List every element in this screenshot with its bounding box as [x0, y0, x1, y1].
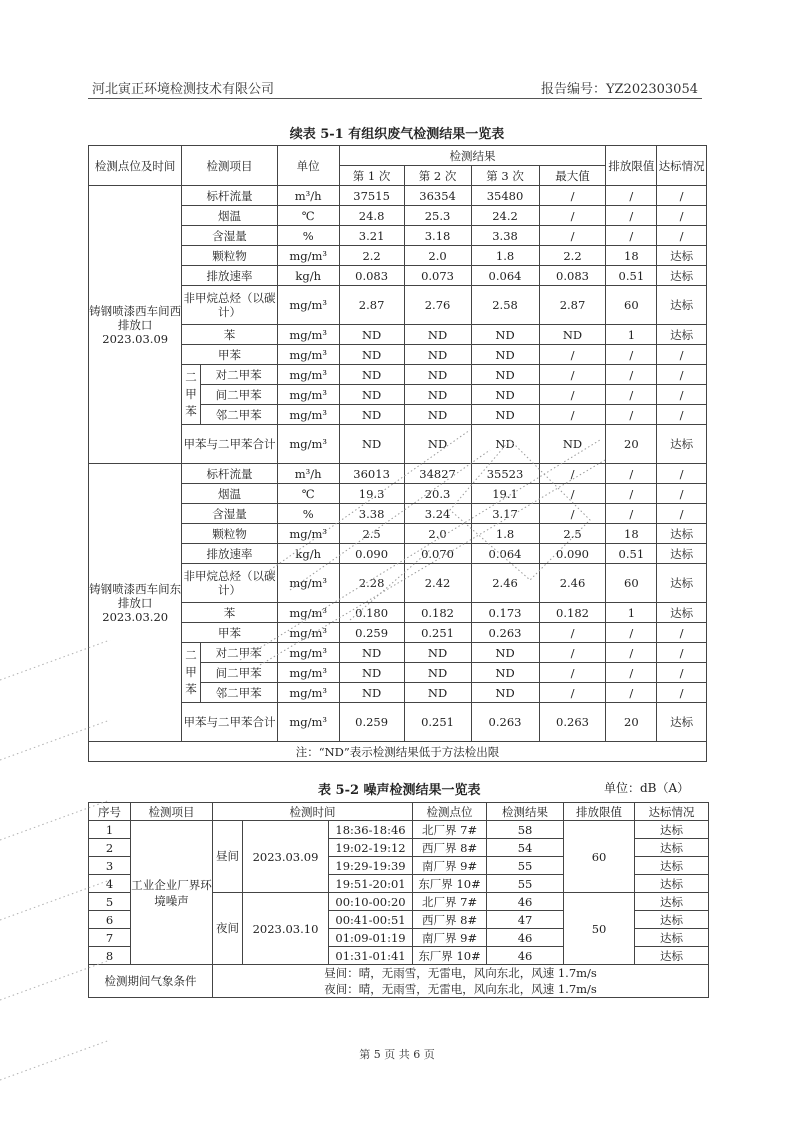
head-unit: 单位: [277, 146, 339, 186]
table-note: 注：“ND”表示检测结果低于方法检出限: [89, 742, 707, 762]
item-name: 甲苯: [182, 345, 277, 365]
cell-r1: ND: [339, 643, 404, 663]
cell-r2: 2.0: [404, 246, 471, 266]
item-name: 对二甲苯: [200, 643, 277, 663]
cell-max: /: [539, 405, 606, 425]
cell-result: 46: [487, 947, 564, 965]
head-second: 第 2 次: [404, 166, 471, 186]
cell-max: 2.5: [539, 524, 606, 544]
cell-r2: 34827: [404, 464, 471, 484]
cell-status: 达标: [635, 893, 709, 911]
head-status: 达标情况: [635, 803, 709, 821]
cell-r2: ND: [404, 385, 471, 405]
cell-result: 46: [487, 893, 564, 911]
item-name: 排放速率: [182, 544, 277, 564]
sampling-point: 铸钢喷漆西车间东排放口 2023.03.20: [89, 464, 182, 742]
table-row: [89, 266, 707, 286]
noise-table: [88, 802, 709, 998]
period-date: 2023.03.09: [243, 821, 329, 893]
cell-status: 达标: [635, 857, 709, 875]
cell-unit: mg/m³: [277, 365, 339, 385]
cell-status: /: [657, 405, 707, 425]
cell-r1: ND: [339, 325, 404, 345]
item-name: 烟温: [182, 206, 277, 226]
cell-unit: mg/m³: [277, 425, 339, 464]
cell-r2: ND: [404, 683, 471, 703]
table-row: [89, 464, 707, 484]
cell-status: 达标: [657, 703, 707, 742]
table-row: [89, 564, 707, 603]
cell-r2: 20.3: [404, 484, 471, 504]
cell-status: 达标: [657, 246, 707, 266]
cell-r2: 0.251: [404, 703, 471, 742]
cell-unit: mg/m³: [277, 564, 339, 603]
cell-unit: mg/m³: [277, 703, 339, 742]
cell-max: /: [539, 226, 606, 246]
table-row: [89, 504, 707, 524]
cell-unit: %: [277, 226, 339, 246]
cell-time: 00:41-00:51: [329, 911, 413, 929]
cell-max: /: [539, 464, 606, 484]
cell-r3: 1.8: [471, 246, 539, 266]
cell-unit: m³/h: [277, 186, 339, 206]
cell-r1: 3.38: [339, 504, 404, 524]
cell-point: 北厂界 7#: [413, 893, 487, 911]
row-number: 8: [89, 947, 131, 965]
cell-status: /: [657, 464, 707, 484]
cell-r1: ND: [339, 683, 404, 703]
cell-status: 达标: [635, 947, 709, 965]
cell-result: 58: [487, 821, 564, 839]
cell-max: /: [539, 683, 606, 703]
noise-item: 工业企业厂界环境噪声: [131, 821, 213, 965]
cell-time: 01:31-01:41: [329, 947, 413, 965]
cell-r3: ND: [471, 643, 539, 663]
cell-limit: /: [606, 345, 657, 365]
item-name: 甲苯: [182, 623, 277, 643]
cell-unit: mg/m³: [277, 246, 339, 266]
table-row: [89, 821, 709, 839]
cell-max: /: [539, 504, 606, 524]
table-row: [89, 524, 707, 544]
cell-status: 达标: [657, 564, 707, 603]
cell-max: /: [539, 484, 606, 504]
cell-limit: 18: [606, 246, 657, 266]
table-row: [89, 206, 707, 226]
cell-r1: 19.3: [339, 484, 404, 504]
table2-caption: 表 5-2 噪声检测结果一览表: [318, 783, 481, 798]
head-time: 检测时间: [213, 803, 413, 821]
cell-r1: 2.28: [339, 564, 404, 603]
head-limit: 排放限值: [606, 146, 657, 186]
cell-r1: 0.090: [339, 544, 404, 564]
cell-time: 01:09-01:19: [329, 929, 413, 947]
cell-r1: 3.21: [339, 226, 404, 246]
sampling-point: 铸钢喷漆西车间西排放口 2023.03.09: [89, 186, 182, 464]
cell-time: 19:02-19:12: [329, 839, 413, 857]
item-name: 间二甲苯: [200, 385, 277, 405]
period-limit: 50: [564, 893, 635, 965]
cell-result: 47: [487, 911, 564, 929]
cell-status: 达标: [657, 286, 707, 325]
row-number: 6: [89, 911, 131, 929]
cell-point: 南厂界 9#: [413, 929, 487, 947]
cell-r3: ND: [471, 425, 539, 464]
cell-r3: 19.1: [471, 484, 539, 504]
cell-result: 55: [487, 875, 564, 893]
cell-r1: 37515: [339, 186, 404, 206]
weather-night: 夜间：晴，无雨雪，无雷电，风向东北，风速 1.7m/s: [324, 982, 597, 996]
cell-time: 19:51-20:01: [329, 875, 413, 893]
cell-r1: ND: [339, 365, 404, 385]
row-number: 3: [89, 857, 131, 875]
cell-r1: 0.083: [339, 266, 404, 286]
cell-max: 2.46: [539, 564, 606, 603]
item-name: 间二甲苯: [200, 663, 277, 683]
cell-unit: m³/h: [277, 464, 339, 484]
cell-r3: ND: [471, 345, 539, 365]
cell-limit: 1: [606, 603, 657, 623]
cell-result: 46: [487, 929, 564, 947]
cell-r3: 2.58: [471, 286, 539, 325]
head-no: 序号: [89, 803, 131, 821]
head-third: 第 3 次: [471, 166, 539, 186]
row-number: 1: [89, 821, 131, 839]
item-name: 含湿量: [182, 226, 277, 246]
cell-r3: 0.064: [471, 266, 539, 286]
table-row: [89, 286, 707, 325]
cell-r1: 0.259: [339, 703, 404, 742]
item-name: 甲苯与二甲苯合计: [182, 425, 277, 464]
head-point-time: 检测点位及时间: [89, 146, 182, 186]
cell-time: 18:36-18:46: [329, 821, 413, 839]
cell-r1: ND: [339, 385, 404, 405]
cell-limit: /: [606, 484, 657, 504]
cell-r3: 35523: [471, 464, 539, 484]
report-number: 报告编号：YZ202303054: [540, 82, 698, 97]
note-row: [89, 742, 707, 762]
cell-limit: 20: [606, 703, 657, 742]
period-label: 昼间: [213, 821, 243, 893]
cell-r2: 36354: [404, 186, 471, 206]
cell-max: 2.2: [539, 246, 606, 266]
cell-limit: 0.51: [606, 266, 657, 286]
cell-unit: ℃: [277, 484, 339, 504]
cell-max: 2.87: [539, 286, 606, 325]
cell-status: 达标: [657, 603, 707, 623]
cell-unit: kg/h: [277, 544, 339, 564]
cell-limit: /: [606, 464, 657, 484]
item-name: 邻二甲苯: [200, 405, 277, 425]
cell-r3: ND: [471, 663, 539, 683]
xylene-group-label: 二甲苯: [182, 643, 200, 703]
cell-point: 北厂界 7#: [413, 821, 487, 839]
cell-r1: ND: [339, 663, 404, 683]
cell-unit: %: [277, 504, 339, 524]
table2-unit-note: 单位：dB（A）: [604, 781, 690, 795]
weather-row: [89, 965, 709, 998]
cell-unit: mg/m³: [277, 286, 339, 325]
cell-unit: mg/m³: [277, 385, 339, 405]
cell-r3: 24.2: [471, 206, 539, 226]
cell-status: /: [657, 643, 707, 663]
cell-limit: /: [606, 663, 657, 683]
cell-r2: ND: [404, 405, 471, 425]
item-name: 非甲烷总烃（以碳计）: [182, 564, 277, 603]
cell-max: /: [539, 206, 606, 226]
cell-unit: mg/m³: [277, 623, 339, 643]
item-name: 对二甲苯: [200, 365, 277, 385]
cell-limit: 1: [606, 325, 657, 345]
cell-status: 达标: [635, 839, 709, 857]
cell-point: 东厂界 10#: [413, 947, 487, 965]
cell-status: /: [657, 504, 707, 524]
row-number: 7: [89, 929, 131, 947]
period-date: 2023.03.10: [243, 893, 329, 965]
cell-r3: ND: [471, 683, 539, 703]
item-name: 甲苯与二甲苯合计: [182, 703, 277, 742]
cell-unit: mg/m³: [277, 663, 339, 683]
cell-r1: 24.8: [339, 206, 404, 226]
cell-r2: ND: [404, 425, 471, 464]
item-name: 烟温: [182, 484, 277, 504]
table-row: [89, 246, 707, 266]
cell-max: 0.263: [539, 703, 606, 742]
cell-r1: 0.259: [339, 623, 404, 643]
table-row: [89, 345, 707, 365]
cell-unit: mg/m³: [277, 345, 339, 365]
cell-max: 0.090: [539, 544, 606, 564]
cell-status: /: [657, 623, 707, 643]
cell-unit: mg/m³: [277, 405, 339, 425]
cell-status: /: [657, 683, 707, 703]
cell-r2: 3.18: [404, 226, 471, 246]
cell-r3: 0.263: [471, 623, 539, 643]
cell-status: /: [657, 663, 707, 683]
cell-point: 西厂界 8#: [413, 911, 487, 929]
cell-r1: 2.2: [339, 246, 404, 266]
cell-point: 东厂界 10#: [413, 875, 487, 893]
cell-status: 达标: [657, 524, 707, 544]
cell-limit: /: [606, 365, 657, 385]
weather-conditions: [213, 965, 709, 998]
cell-unit: kg/h: [277, 266, 339, 286]
cell-max: 0.182: [539, 603, 606, 623]
cell-r3: 35480: [471, 186, 539, 206]
weather-day: 昼间：晴，无雨雪，无雷电，风向东北，风速 1.7m/s: [324, 966, 597, 980]
cell-r2: 0.182: [404, 603, 471, 623]
cell-r2: 25.3: [404, 206, 471, 226]
head-first: 第 1 次: [339, 166, 404, 186]
xylene-group-label: 二甲苯: [182, 365, 200, 425]
cell-status: 达标: [657, 544, 707, 564]
head-max: 最大值: [539, 166, 606, 186]
head-results: 检测结果: [339, 146, 606, 166]
cell-status: 达标: [635, 821, 709, 839]
cell-unit: mg/m³: [277, 524, 339, 544]
cell-status: 达标: [635, 875, 709, 893]
cell-max: 0.083: [539, 266, 606, 286]
table-row: [89, 226, 707, 246]
cell-r3: ND: [471, 325, 539, 345]
item-name: 排放速率: [182, 266, 277, 286]
cell-r1: 2.5: [339, 524, 404, 544]
item-name: 颗粒物: [182, 246, 277, 266]
cell-status: /: [657, 365, 707, 385]
cell-unit: mg/m³: [277, 325, 339, 345]
cell-r3: 3.17: [471, 504, 539, 524]
cell-unit: mg/m³: [277, 603, 339, 623]
cell-limit: /: [606, 226, 657, 246]
row-number: 5: [89, 893, 131, 911]
cell-limit: /: [606, 643, 657, 663]
cell-limit: 60: [606, 286, 657, 325]
cell-r3: 1.8: [471, 524, 539, 544]
cell-status: /: [657, 385, 707, 405]
cell-status: 达标: [635, 929, 709, 947]
cell-max: /: [539, 385, 606, 405]
cell-r1: 0.180: [339, 603, 404, 623]
period-limit: 60: [564, 821, 635, 893]
head-item: 检测项目: [182, 146, 277, 186]
item-name: 标杆流量: [182, 186, 277, 206]
weather-label: 检测期间气象条件: [89, 965, 213, 998]
cell-r3: 0.064: [471, 544, 539, 564]
table1-caption: 续表 5-1 有组织废气检测结果一览表: [289, 127, 505, 142]
cell-limit: 20: [606, 425, 657, 464]
table-row: [89, 186, 707, 206]
cell-status: /: [657, 226, 707, 246]
cell-max: /: [539, 643, 606, 663]
cell-unit: ℃: [277, 206, 339, 226]
cell-r1: ND: [339, 405, 404, 425]
cell-result: 55: [487, 857, 564, 875]
row-number: 4: [89, 875, 131, 893]
cell-unit: mg/m³: [277, 643, 339, 663]
item-name: 苯: [182, 603, 277, 623]
header-divider: [88, 98, 702, 99]
cell-r1: ND: [339, 425, 404, 464]
cell-r2: 2.0: [404, 524, 471, 544]
cell-limit: 60: [606, 564, 657, 603]
head-status: 达标情况: [657, 146, 707, 186]
cell-r2: ND: [404, 345, 471, 365]
head-limit: 排放限值: [564, 803, 635, 821]
cell-point: 西厂界 8#: [413, 839, 487, 857]
item-name: 颗粒物: [182, 524, 277, 544]
cell-max: /: [539, 663, 606, 683]
cell-r2: ND: [404, 663, 471, 683]
cell-status: /: [657, 345, 707, 365]
table-row: [89, 643, 707, 663]
cell-limit: /: [606, 405, 657, 425]
cell-r3: 3.38: [471, 226, 539, 246]
cell-result: 54: [487, 839, 564, 857]
item-name: 标杆流量: [182, 464, 277, 484]
cell-r2: ND: [404, 365, 471, 385]
table-row: [89, 603, 707, 623]
cell-status: /: [657, 186, 707, 206]
cell-limit: /: [606, 683, 657, 703]
item-name: 非甲烷总烃（以碳计）: [182, 286, 277, 325]
cell-max: /: [539, 186, 606, 206]
head-point: 检测点位: [413, 803, 487, 821]
head-result: 检测结果: [487, 803, 564, 821]
cell-r3: ND: [471, 365, 539, 385]
table-row: [89, 365, 707, 385]
cell-r1: ND: [339, 345, 404, 365]
item-name: 含湿量: [182, 504, 277, 524]
company-name: 河北寅正环境检测技术有限公司: [92, 82, 275, 97]
cell-r2: ND: [404, 643, 471, 663]
head-item: 检测项目: [131, 803, 213, 821]
cell-status: 达标: [657, 425, 707, 464]
cell-max: ND: [539, 325, 606, 345]
cell-r2: ND: [404, 325, 471, 345]
cell-limit: /: [606, 206, 657, 226]
table-row: [89, 544, 707, 564]
cell-r3: ND: [471, 405, 539, 425]
cell-max: ND: [539, 425, 606, 464]
cell-status: 达标: [635, 911, 709, 929]
item-name: 苯: [182, 325, 277, 345]
cell-r2: 2.42: [404, 564, 471, 603]
cell-r2: 0.070: [404, 544, 471, 564]
cell-limit: /: [606, 504, 657, 524]
cell-r2: 3.24: [404, 504, 471, 524]
cell-limit: 18: [606, 524, 657, 544]
cell-limit: /: [606, 385, 657, 405]
table-row: [89, 703, 707, 742]
cell-max: /: [539, 365, 606, 385]
cell-max: /: [539, 345, 606, 365]
cell-r2: 0.251: [404, 623, 471, 643]
cell-status: 达标: [657, 266, 707, 286]
cell-status: 达标: [657, 325, 707, 345]
cell-r3: 2.46: [471, 564, 539, 603]
row-number: 2: [89, 839, 131, 857]
cell-time: 00:10-00:20: [329, 893, 413, 911]
cell-status: /: [657, 484, 707, 504]
item-name: 邻二甲苯: [200, 683, 277, 703]
cell-max: /: [539, 623, 606, 643]
table-row: [89, 425, 707, 464]
cell-r1: 2.87: [339, 286, 404, 325]
table-row: [89, 325, 707, 345]
exhaust-gas-table: [88, 145, 707, 762]
cell-status: /: [657, 206, 707, 226]
table-row: [89, 623, 707, 643]
cell-limit: 0.51: [606, 544, 657, 564]
cell-r3: ND: [471, 385, 539, 405]
table-row: [89, 484, 707, 504]
cell-limit: /: [606, 623, 657, 643]
period-label: 夜间: [213, 893, 243, 965]
cell-point: 南厂界 9#: [413, 857, 487, 875]
cell-r2: 2.76: [404, 286, 471, 325]
cell-r1: 36013: [339, 464, 404, 484]
cell-unit: mg/m³: [277, 683, 339, 703]
page-footer: 第 5 页 共 6 页: [359, 1048, 435, 1061]
cell-limit: /: [606, 186, 657, 206]
cell-r3: 0.263: [471, 703, 539, 742]
cell-time: 19:29-19:39: [329, 857, 413, 875]
cell-r3: 0.173: [471, 603, 539, 623]
cell-r2: 0.073: [404, 266, 471, 286]
